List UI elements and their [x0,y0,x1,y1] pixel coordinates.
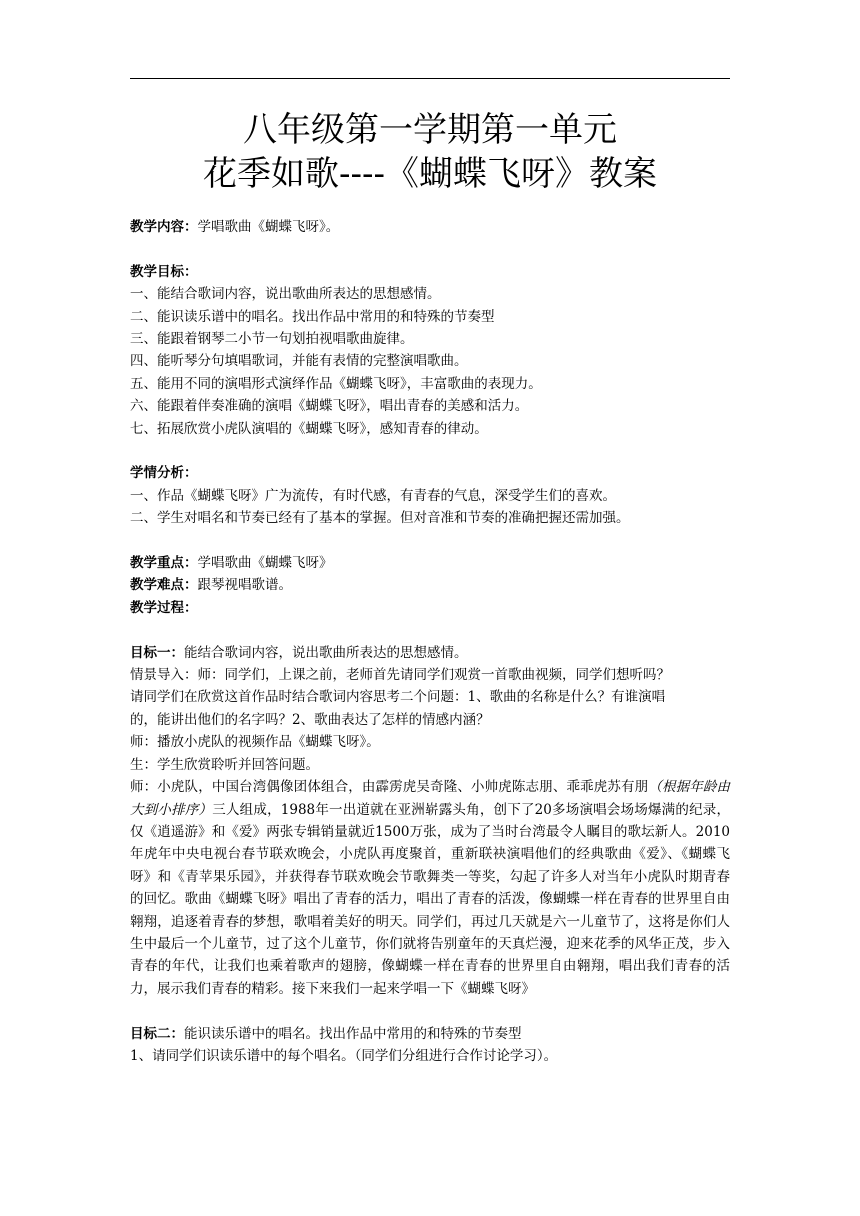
teaching-content-label: 教学内容： [130,219,198,235]
goal-item: 四、能听琴分句填唱歌词，并能有表情的完整演唱歌曲。 [130,353,468,370]
goal-item: 一、能结合歌词内容，说出歌曲所表达的思想感情。 [130,286,441,303]
goal-item: 三、能跟着钢琴二小节一句划拍视唱歌曲旋律。 [130,331,414,348]
analysis-item: 二、学生对唱名和节奏已经有了基本的掌握。但对音准和节奏的准确把握还需加强。 [130,510,630,527]
goal1-line: 请同学们在欣赏这首作品时结合歌词内容思考二个问题：1、歌曲的名称是什么？有谁演唱 [130,689,666,706]
teaching-difficulty-text: 跟琴视唱歌谱。 [197,577,292,594]
analysis-item: 一、作品《蝴蝶飞呀》广为流传，有时代感，有青春的气息，深受学生们的喜欢。 [130,487,616,504]
teaching-content [130,216,730,238]
goal2-label: 目标二： [130,1025,184,1042]
analysis-heading: 学情分析： [130,465,198,482]
goal2-heading [130,1023,730,1045]
goal1-line: 师：播放小虎队的视频作品《蝴蝶飞呀》。 [130,734,380,751]
teaching-focus [130,552,730,574]
teaching-focus-label: 教学重点： [130,555,198,572]
header-rule [130,78,730,79]
teaching-process-heading: 教学过程： [130,599,198,616]
goal-item: 六、能跟着伴奏准确的演唱《蝴蝶飞呀》，唱出青春的美感和活力。 [130,398,529,415]
goal1-line: 情景导入：师：同学们，上课之前，老师首先请同学们观赏一首歌曲视频，同学们想听吗？ [130,667,670,684]
age-order-note: （根据年龄由大到小排序） [130,779,731,818]
teaching-content-text: 学唱歌曲《蝴蝶飞呀》。 [197,219,340,235]
teaching-focus-text: 学唱歌曲《蝴蝶飞呀》 [197,555,333,572]
goals-heading: 教学目标： [130,263,198,280]
goal-item: 二、能识读乐谱中的唱名。找出作品中常用的和特殊的节奏型 [130,308,495,325]
goal1-label: 目标一： [130,644,184,661]
goal1-line: 的，能讲出他们的名字吗？2、歌曲表达了怎样的情感内涵？ [130,711,490,728]
goal1-paragraph: 师：小虎队，中国台湾偶像团体组合，由霹雳虎吴奇隆、小帅虎陈志朋、乖乖虎苏有朋（根据年龄由大到小排序）三人组成，1988年一出道就在亚洲崭露头角，创下了20多场演唱会场场爆满的纪录，仅《逍遥游》和《爱》两张专辑销量就近1500万张，成为了当时台湾最令人瞩目的歌坛新人。2010年虎年中央电视台春节联欢晚会，小虎队再度聚首，重新联袂演唱他们的经典歌曲《爱》、《蝴蝶飞呀》和《青苹果乐园》，并获得春节联欢晚会节歌舞类一等奖，勾起了许多人对当年小虎队时期青春的回忆。歌曲《蝴蝶飞呀》唱出了青春的活力，唱出了青春的活泼，像蝴蝶一样在青春的世界里自由翱翔，追逐着青春的梦想，歌唱着美好的明天。同学们，再过几天就是六一儿童节了，这将是你们人生中最后一个儿童节，过了这个儿童节，你们就将告别童年的天真烂漫，迎来花季的风华正茂，步入青春的年代，让我们也乘着歌声的翅膀，像蝴蝶一样在青春的世界里自由翱翔，唱出我们青春的活力，展示我们青春的精彩。接下来我们一起来学唱一下《蝴蝶飞呀》 [130,779,731,997]
goal-item: 七、拓展欣赏小虎队演唱的《蝴蝶飞呀》，感知青春的律动。 [130,420,488,437]
goal2-line: 1、请同学们识读乐谱中的每个唱名。（同学们分组进行合作讨论学习）。 [130,1047,558,1064]
teaching-difficulty-label: 教学难点： [130,577,198,594]
teaching-difficulty [130,574,730,596]
document-title-line1: 八年级第一学期第一单元 [243,110,617,150]
goal2-text: 能识读乐谱中的唱名。找出作品中常用的和特殊的节奏型 [184,1025,522,1042]
document-body [130,216,730,1067]
goal1-heading [130,642,730,664]
goal1-line: 生：学生欣赏聆听并回答问题。 [130,756,319,773]
document-title-line2: 花季如歌----《蝴蝶飞呀》教案 [203,154,657,194]
goal-item: 五、能用不同的演唱形式演绎作品《蝴蝶飞呀》，丰富歌曲的表现力。 [130,375,542,392]
goal1-text: 能结合歌词内容，说出歌曲所表达的思想感情。 [184,644,468,661]
